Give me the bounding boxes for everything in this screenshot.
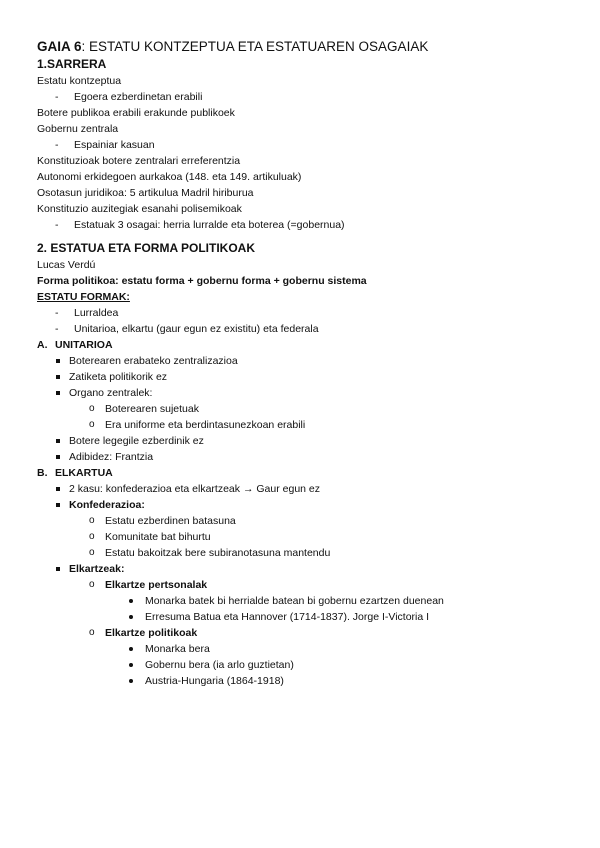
title-gaia: GAIA 6 (37, 39, 82, 54)
organo-sub-item: o Boterearen sujetuak (89, 403, 199, 415)
elkartua-item: 2 kasu: konfederazioa eta elkartzeak → Gaur egun ez (37, 481, 577, 497)
konf-sub-item: o Estatu ezberdinen batasuna (89, 515, 236, 527)
s1-line: Botere publikoa erabili erakunde publikoek (37, 107, 235, 119)
s1-line: Gobernu zentrala (37, 123, 119, 135)
section1-heading: 1.SARRERA (37, 57, 107, 71)
politikoak-item: Austria-Hungaria (1864-1918) (37, 673, 577, 689)
unitarioa-item: Zatiketa politikorik ez (37, 369, 577, 385)
formak-item: - Unitarioa, elkartu (gaur egun ez existitu) eta federala (55, 323, 319, 335)
unitarioa-heading: A. UNITARIOA (37, 339, 113, 351)
s1-dash-item: - Estatuak 3 osagai: herria lurralde eta boterea (=gobernua) (55, 219, 345, 231)
unitarioa-item: Botere legegile ezberdinik ez (37, 433, 577, 449)
elkartua-heading: B. ELKARTUA (37, 467, 113, 479)
s1-line: Konstituzioak botere zentralari erreferentzia (37, 155, 241, 167)
s1-dash-item: - Egoera ezberdinetan erabili (55, 91, 203, 103)
elkartzeak-sub-item: o Elkartze politikoak (89, 627, 198, 639)
author: Lucas Verdú (37, 259, 96, 271)
organo-sub-item: o Era uniforme eta berdintasunezkoan erabili (89, 419, 306, 431)
konf-sub-item: o Komunitate bat bihurtu (89, 531, 211, 543)
elkartua-item: Konfederazioa: (37, 497, 577, 513)
konf-sub-item: o Estatu bakoitzak bere subiranotasuna mantendu (89, 547, 331, 559)
s1-line: Konstituzio auzitegiak esanahi polisemikoak (37, 203, 242, 215)
elkartua-item: Elkartzeak: (37, 561, 577, 577)
title-rest: : ESTATU KONTZEPTUA ETA ESTATUAREN OSAGAIAK (81, 39, 429, 54)
s1-line: Osotasun juridikoa: 5 artikulua Madril hiriburua (37, 187, 254, 199)
section2-heading: 2. ESTATUA ETA FORMA POLITIKOAK (37, 241, 255, 255)
s1-line: Estatu kontzeptua (37, 75, 122, 87)
forma-politikoa: Forma politikoa: estatu forma + gobernu forma + gobernu sistema (37, 275, 367, 287)
arrow-icon: → (242, 483, 254, 495)
unitarioa-item: Boterearen erabateko zentralizazioa (37, 353, 577, 369)
politikoak-item: Monarka bera (37, 641, 577, 657)
unitarioa-item: Organo zentralek: (37, 385, 577, 401)
document-page (37, 38, 577, 689)
unitarioa-item: Adibidez: Frantzia (37, 449, 577, 465)
elkartzeak-sub-item: o Elkartze pertsonalak (89, 579, 208, 591)
formak-item: - Lurraldea (55, 307, 119, 319)
politikoak-item: Gobernu bera (ia arlo guztietan) (37, 657, 577, 673)
estatu-formak-heading: ESTATU FORMAK: (37, 291, 130, 303)
pertsonalak-item: Erresuma Batua eta Hannover (1714-1837). Jorge I-Victoria I (37, 609, 577, 625)
s1-dash-item: - Espainiar kasuan (55, 139, 155, 151)
pertsonalak-item: Monarka batek bi herrialde batean bi gobernu ezartzen duenean (37, 593, 577, 609)
s1-line: Autonomi erkidegoen aurkakoa (148. eta 149. artikuluak) (37, 171, 302, 183)
document-title (37, 38, 577, 56)
